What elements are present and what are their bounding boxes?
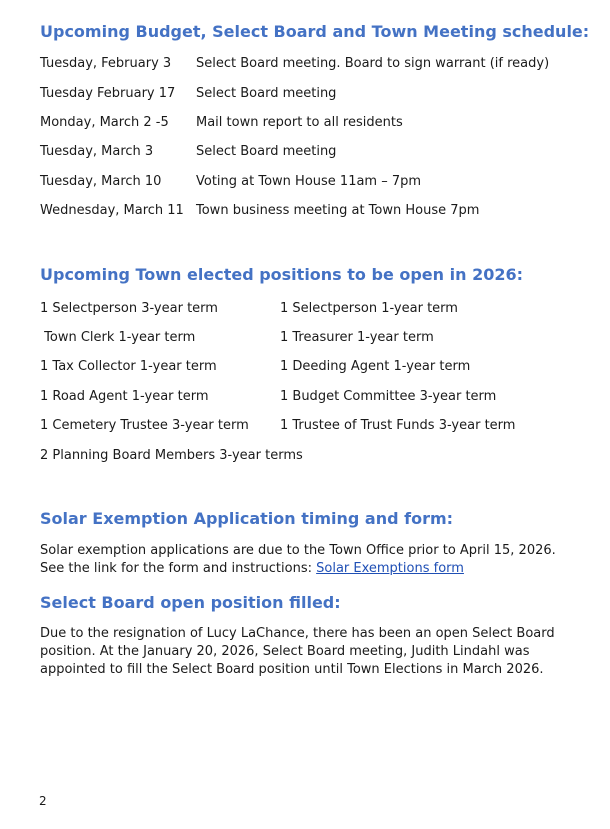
position-item: 1 Road Agent 1-year term <box>40 389 209 404</box>
position-item: 1 Tax Collector 1-year term <box>40 359 217 374</box>
schedule-heading: Upcoming Budget, Select Board and Town Meeting schedule: <box>40 22 590 41</box>
schedule-event: Town business meeting at Town House 7pm <box>196 203 480 218</box>
solar-text: Solar exemption applications are due to the Town Office prior to April 15, 2026. See the link for the form and instructions: <box>40 543 556 576</box>
position-item: 1 Cemetery Trustee 3-year term <box>40 418 249 433</box>
schedule-event: Select Board meeting <box>196 86 337 101</box>
position-item: 1 Selectperson 3-year term <box>40 301 218 316</box>
schedule-date: Tuesday, March 10 <box>40 174 162 189</box>
solar-heading: Solar Exemption Application timing and form: <box>40 509 454 528</box>
solar-paragraph <box>40 542 580 578</box>
select-board-paragraph: Due to the resignation of Lucy LaChance, there has been an open Select Board position. At the January 20, 2026, Select Board meeting, Judith Lindahl was appointed to fill the Select Board position until Town Elections in March 2026. <box>40 626 555 677</box>
position-item: Town Clerk 1-year term <box>40 330 196 345</box>
position-item: 1 Selectperson 1-year term <box>280 301 458 316</box>
select-board-heading: Select Board open position filled: <box>40 593 341 612</box>
position-item: 2 Planning Board Members 3-year terms <box>40 448 303 463</box>
schedule-date: Tuesday February 17 <box>40 86 176 101</box>
schedule-event: Voting at Town House 11am – 7pm <box>196 174 422 189</box>
schedule-date: Tuesday, March 3 <box>40 144 154 159</box>
position-item: 1 Treasurer 1-year term <box>280 330 434 345</box>
schedule-date: Monday, March 2 -5 <box>40 115 169 130</box>
schedule-event: Mail town report to all residents <box>196 115 403 130</box>
schedule-event: Select Board meeting. Board to sign warrant (if ready) <box>196 56 550 71</box>
page-number: 2 <box>39 794 47 808</box>
position-item: 1 Budget Committee 3-year term <box>280 389 497 404</box>
positions-heading: Upcoming Town elected positions to be open in 2026: <box>40 265 523 284</box>
position-item: 1 Deeding Agent 1-year term <box>280 359 471 374</box>
solar-exemptions-link[interactable]: Solar Exemptions form <box>316 561 464 576</box>
schedule-event: Select Board meeting <box>196 144 337 159</box>
schedule-date: Tuesday, February 3 <box>40 56 172 71</box>
position-item: 1 Trustee of Trust Funds 3-year term <box>280 418 516 433</box>
schedule-date: Wednesday, March 11 <box>40 203 184 218</box>
